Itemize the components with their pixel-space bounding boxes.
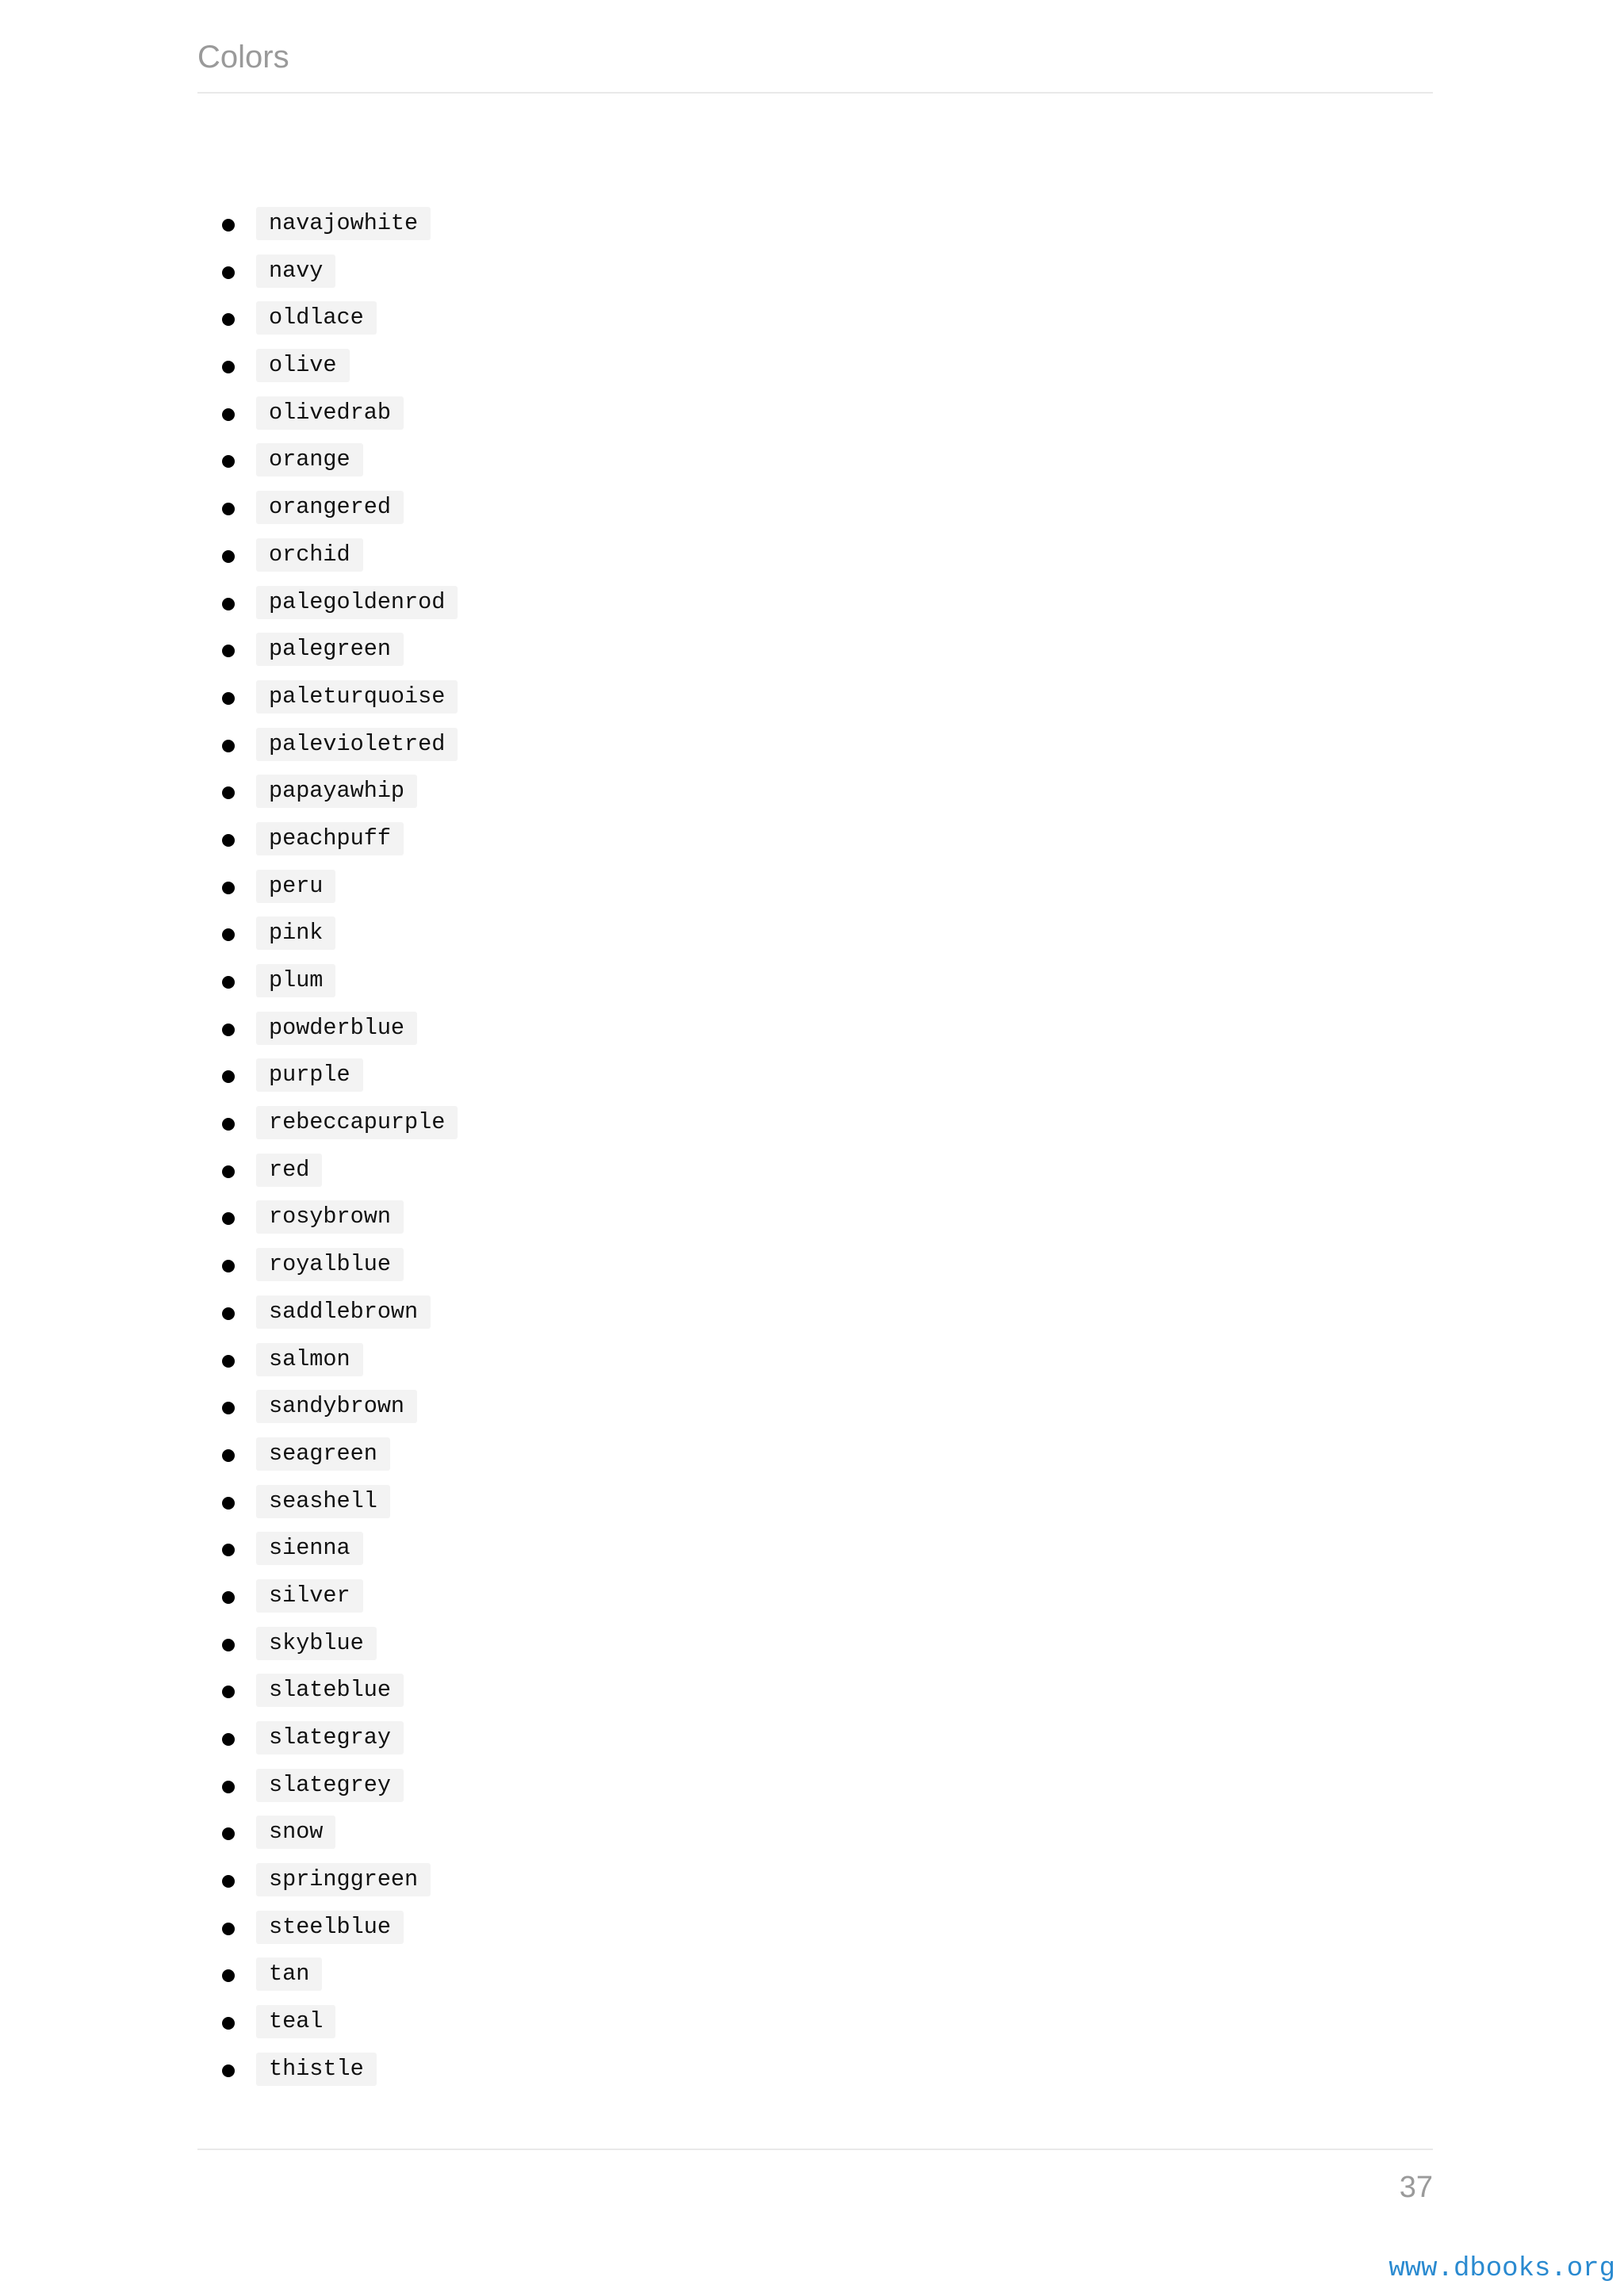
header-divider [197, 92, 1433, 94]
color-name-code: olivedrab [256, 396, 404, 430]
color-name-code: orangered [256, 491, 404, 524]
bullet-icon [222, 266, 235, 279]
color-name-code: pink [256, 916, 335, 950]
color-name-code: orchid [256, 538, 363, 572]
bullet-icon [222, 976, 235, 989]
color-name-code: palegoldenrod [256, 586, 458, 619]
bullet-icon [222, 740, 235, 752]
bullet-icon [222, 1781, 235, 1793]
color-name-code: springgreen [256, 1863, 431, 1896]
color-name-code: slategrey [256, 1769, 404, 1802]
color-name-code: rosybrown [256, 1200, 404, 1234]
color-name-code: silver [256, 1579, 363, 1613]
color-name-code: peru [256, 870, 335, 903]
bullet-icon [222, 1497, 235, 1510]
bullet-icon [222, 834, 235, 847]
watermark-url: www.dbooks.org [1388, 2254, 1615, 2284]
bullet-icon [222, 1070, 235, 1083]
bullet-icon [222, 1118, 235, 1131]
bullet-icon [222, 645, 235, 657]
bullet-icon [222, 1402, 235, 1414]
color-name-code: purple [256, 1058, 363, 1092]
color-name-code: navajowhite [256, 207, 431, 240]
color-name-code: rebeccapurple [256, 1106, 458, 1139]
color-name-code: tan [256, 1957, 322, 1991]
bullet-icon [222, 1355, 235, 1368]
bullet-icon [222, 1449, 235, 1462]
bullet-icon [222, 882, 235, 894]
bullet-icon [222, 598, 235, 610]
color-name-code: red [256, 1154, 322, 1187]
bullet-icon [222, 455, 235, 468]
bullet-icon [222, 2064, 235, 2077]
bullet-icon [222, 1827, 235, 1840]
bullet-icon [222, 219, 235, 232]
page-header-title: Colors [197, 40, 289, 75]
color-name-code: slategray [256, 1721, 404, 1755]
color-name-code: palevioletred [256, 728, 458, 761]
color-name-code: papayawhip [256, 775, 417, 808]
bullet-icon [222, 313, 235, 326]
bullet-icon [222, 361, 235, 373]
color-name-code: teal [256, 2005, 335, 2038]
footer-divider [197, 2149, 1433, 2150]
color-name-code: sandybrown [256, 1390, 417, 1423]
color-name-code: paleturquoise [256, 680, 458, 714]
color-name-code: peachpuff [256, 822, 404, 855]
bullet-icon [222, 1212, 235, 1225]
color-name-code: salmon [256, 1343, 363, 1376]
bullet-icon [222, 1923, 235, 1935]
bullet-icon [222, 1307, 235, 1320]
bullet-icon [222, 1733, 235, 1746]
color-name-code: sienna [256, 1532, 363, 1565]
bullet-icon [222, 1024, 235, 1036]
bullet-icon [222, 786, 235, 799]
bullet-icon [222, 1544, 235, 1556]
color-name-code: royalblue [256, 1248, 404, 1281]
bullet-icon [222, 550, 235, 563]
bullet-icon [222, 1260, 235, 1272]
color-name-code: powderblue [256, 1012, 417, 1045]
color-name-code: seashell [256, 1485, 390, 1518]
color-name-code: slateblue [256, 1674, 404, 1707]
color-name-code: thistle [256, 2053, 377, 2086]
color-name-code: seagreen [256, 1437, 390, 1471]
color-name-code: palegreen [256, 633, 404, 666]
color-name-code: skyblue [256, 1627, 377, 1660]
color-name-code: steelblue [256, 1911, 404, 1944]
color-name-code: snow [256, 1816, 335, 1849]
bullet-icon [222, 2017, 235, 2030]
color-name-code: orange [256, 443, 363, 476]
bullet-icon [222, 503, 235, 515]
color-name-code: plum [256, 964, 335, 997]
bullet-icon [222, 1165, 235, 1178]
bullet-icon [222, 1875, 235, 1888]
color-name-code: saddlebrown [256, 1295, 431, 1329]
bullet-icon [222, 1686, 235, 1698]
color-name-code: olive [256, 349, 350, 382]
page-number: 37 [1399, 2171, 1433, 2204]
bullet-icon [222, 408, 235, 421]
color-name-code: oldlace [256, 301, 377, 335]
bullet-icon [222, 692, 235, 705]
bullet-icon [222, 1969, 235, 1982]
bullet-icon [222, 1639, 235, 1651]
bullet-icon [222, 1591, 235, 1604]
bullet-icon [222, 928, 235, 941]
color-name-code: navy [256, 254, 335, 288]
